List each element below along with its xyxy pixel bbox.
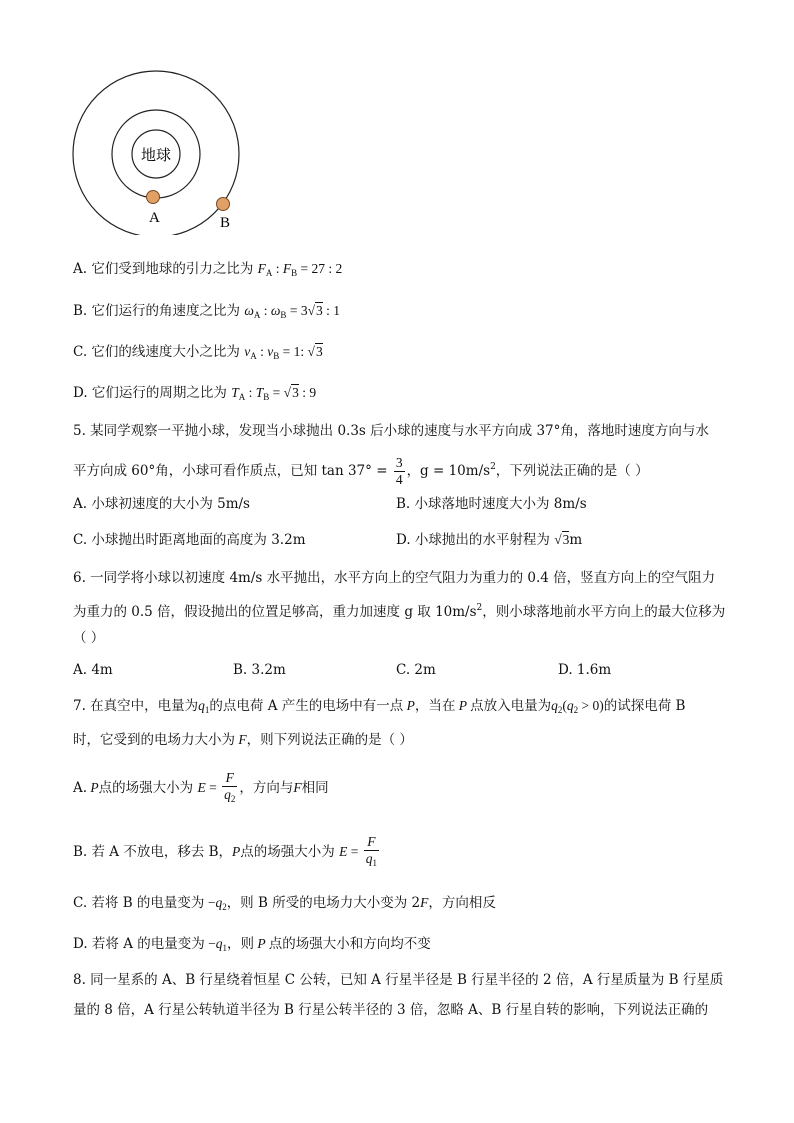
q7-text-4: 点放入电量为 xyxy=(470,698,552,714)
q5-option-d-unit: m xyxy=(569,532,583,548)
q7-option-a-label: A. xyxy=(73,780,88,796)
q7-option-d-text-3: 点的场强大小和方向均不变 xyxy=(268,936,431,952)
q7-option-b-text: B. 若 A 不放电，移去 B， xyxy=(73,844,233,860)
q7-text-3: ，当在 xyxy=(414,698,456,714)
q7-option-d-text-2: ，则 xyxy=(227,936,255,952)
q4-option-b: B. 它们运行的角速度之比为 $\omega_A$ : $\omega_B = 3√3$ : 1 xyxy=(73,303,340,320)
q8-stem-line1: 8. 同一星系的 A、B 行星绕着恒星 C 公转，已知 A 行星半径是 B 行星半径的 2 倍，A 行星质量为 B 行星质 xyxy=(73,972,724,988)
q4-option-c-text: C. 它们的线速度大小之比为 xyxy=(73,344,240,360)
q5-fraction: $\frac{3}{4}$ xyxy=(395,455,403,487)
q6-option-b: B. 3.2m xyxy=(233,662,286,678)
q4-option-a-text: A. 它们受到地球的引力之比为 xyxy=(73,261,254,277)
q4-option-c: C. 它们的线速度大小之比为 $v_A$ : $v_B = 1$: √3 xyxy=(73,344,323,361)
q7-text-2: 的点电荷 A 产生的电场中有一点 xyxy=(209,698,404,714)
q7-option-b-fraction: $\frac{F}{q_1}$ xyxy=(365,834,377,868)
q5-option-b: B. 小球落地时速度大小为 8m/s xyxy=(396,496,587,512)
q7-option-d: D. 若将 A 的电量变为 $-q_1$，则 P 点的场强大小和方向均不变 xyxy=(73,936,431,953)
q6-option-d: D. 1.6m xyxy=(558,662,612,678)
label-b: B xyxy=(220,215,231,231)
q4-option-d-tail: : 9 xyxy=(302,385,317,400)
q5-stem-line1: 5. 某同学观察一平抛小球，发现当小球抛出 0.3s 后小球的速度与水平方向成 37°角，落地时速度方向与水 xyxy=(73,423,709,439)
q4-option-a: A. 它们受到地球的引力之比为 $F_A$ : $F_B = 27$ : 2 xyxy=(73,261,343,278)
q6-option-c: C. 2m xyxy=(396,662,436,678)
q6-stem-line1: 6. 一同学将小球以初速度 4m/s 水平抛出，水平方向上的空气阻力为重力的 0.4 倍，竖直方向上的空气阻力 xyxy=(73,570,716,586)
q7-option-d-text: D. 若将 A 的电量变为 xyxy=(73,936,205,952)
q6-stem-text: 为重力的 0.5 倍，假设抛出的位置足够高，重力加速度 g 取 10m/s xyxy=(73,604,477,620)
q4-option-c-ratio: = 1: xyxy=(282,344,305,359)
q6-stem-text-2: ，则小球落地前水平方向上的最大位移为 xyxy=(482,604,726,620)
q5-stem-text: 平方向成 60°角，小球可看作质点，已知 tan 37° = xyxy=(73,463,388,479)
q5-stem-line2: 平方向成 60°角，小球可看作质点，已知 tan 37° = $\frac{3}{4}$ ，$g = 10m/s^2$，下列说法正确的是（ ） xyxy=(73,455,649,487)
q7-text-5: 的试探电荷 B xyxy=(603,698,686,714)
q7-option-b: B. 若 A 不放电，移去 B，P点的场强大小为 E = $\frac{F}{q_1}$ xyxy=(73,832,381,872)
q5-option-d-text: D. 小球抛出的水平射程为 xyxy=(396,532,550,548)
q5-option-d: D. 小球抛出的水平射程为 √3m xyxy=(396,532,583,548)
q4-option-b-tail: : 1 xyxy=(326,303,340,318)
q5-option-a: A. 小球初速度的大小为 5m/s xyxy=(73,496,250,512)
satellite-a xyxy=(147,191,160,204)
q4-option-b-coef: 3 xyxy=(300,303,308,318)
q6-stem-line3: （ ） xyxy=(73,630,105,646)
q7-option-a-fraction: $\frac{F}{q_2}$ xyxy=(224,770,236,804)
q4-option-b-text: B. 它们运行的角速度之比为 xyxy=(73,303,241,319)
orbit-diagram xyxy=(66,70,256,235)
q7-text-6: 时，它受到的电场力大小为 xyxy=(73,732,235,748)
q7-text-1: 7. 在真空中，电量为 xyxy=(73,698,199,714)
q7-option-a: A. P点的场强大小为 E = $\frac{F}{q_2}$ ，方向与F相同 xyxy=(73,768,329,808)
q7-option-c-text-2: ，则 B 所受的电场力大小变为 2 xyxy=(226,895,421,911)
q7-option-c: C. 若将 B 的电量变为 $-q_2$，则 B 所受的电场力大小变为 2F，方向相反 xyxy=(73,895,496,912)
q5-prompt: ，下列说法正确的是（ ） xyxy=(495,463,649,479)
q7-option-a-text-2: ，方向与 xyxy=(239,780,294,796)
q7-text-7: ，则下列说法正确的是（ ） xyxy=(246,732,413,748)
earth-label: 地球 xyxy=(140,146,172,164)
label-a: A xyxy=(149,210,160,226)
q7-option-a-text-3: 相同 xyxy=(301,780,329,796)
q7-stem-line2: 时，它受到的电场力大小为 F，则下列说法正确的是（ ） xyxy=(73,732,413,748)
q5-option-c: C. 小球抛出时距离地面的高度为 3.2m xyxy=(73,532,306,548)
q4-option-d: D. 它们运行的周期之比为 $T_A$ : $T_B = √3$ : 9 xyxy=(73,385,317,402)
q8-stem-line2: 量的 8 倍，A 行星公转轨道半径为 B 行星公转半径的 3 倍，忽略 A、B 行星自转的影响，下列说法正确的 xyxy=(73,1002,709,1018)
q7-option-a-text: 点的场强大小为 xyxy=(98,780,194,796)
satellite-b xyxy=(217,198,230,211)
q5-gravity: ，g = 10m/s xyxy=(406,463,491,479)
q5-option-d-root: 3 xyxy=(562,532,570,547)
q6-option-a: A. 4m xyxy=(73,662,113,678)
q4-option-a-ratio: 27 : 2 xyxy=(311,261,343,276)
q4-option-d-text: D. 它们运行的周期之比为 xyxy=(73,385,227,401)
q7-option-c-text-3: ，方向相反 xyxy=(428,895,496,911)
q7-option-c-text: C. 若将 B 的电量变为 xyxy=(73,895,205,911)
q7-stem-line1: 7. 在真空中，电量为$q_1$的点电荷 A 产生的电场中有一点 P，当在 P 点放入电量为$q_2(q_2 > 0)$的试探电荷 B xyxy=(73,698,686,715)
q6-stem-line2: 为重力的 0.5 倍，假设抛出的位置足够高，重力加速度 g 取 $10m/s^2$，则小球落地前水平方向上的最大位移为 xyxy=(73,603,726,620)
q7-option-b-text-2: 点的场强大小为 xyxy=(240,844,335,860)
